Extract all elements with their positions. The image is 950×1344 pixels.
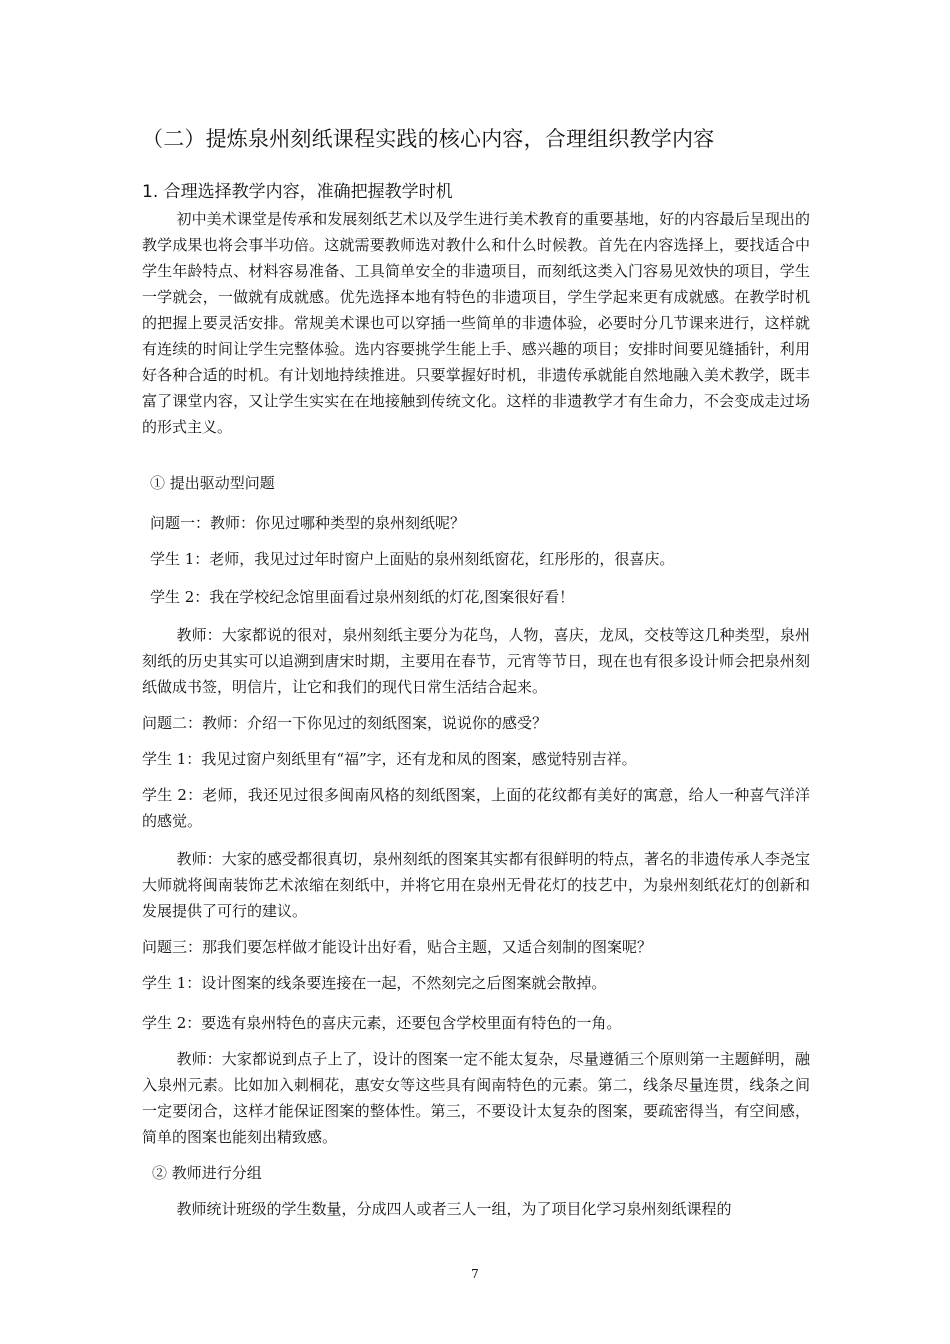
intro-paragraph: 初中美术课堂是传承和发展刻纸艺术以及学生进行美术教育的重要基地，好的内容最后呈现出的教学成果也将会事半功倍。这就需要教师选对教什么和什么时候教。首先在内容选择上，要找适合中学生年龄特点、材料容易准备、工具简单安全的非遗项目，而刻纸这类入门容易见效快的项目，学生一学就会，一做就有成就感。优先选择本地有特色的非遗项目，学生学起来更有成就感。在教学时机的把握上要灵活安排。常规美术课也可以穿插一些简单的非遗体验，必要时分几节课来进行，这样就有连续的时间让学生完整体验。选内容要挑学生能上手、感兴趣的项目；安排时间要见缝插针，利用好各种合适的时机。有计划地持续推进。只要掌握好时机，非遗传承就能自然地融入美术教学，既丰富了课堂内容，又让学生实实在在地接触到传统文化。这样的非遗教学才有生命力，不会变成走过场的形式主义。 [142, 210, 810, 436]
step-2-heading: ② 教师进行分组 [152, 1164, 262, 1182]
question-3-student-1: 学生 1：设计图案的线条要连接在一起，不然刻完之后图案就会散掉。 [142, 974, 607, 992]
question-1-student-2: 学生 2：我在学校纪念馆里面看过泉州刻纸的灯花,图案很好看！ [150, 588, 575, 606]
page-number: 7 [471, 1267, 479, 1281]
question-2-student-2: 学生 2：老师，我还见过很多闽南风格的刻纸图案，上面的花纹都有美好的寓意，给人一种喜气洋洋的感觉。 [142, 786, 810, 830]
grouping-paragraph: 教师统计班级的学生数量，分成四人或者三人一组，为了项目化学习泉州刻纸课程的 [176, 1200, 732, 1218]
question-1: 问题一：教师：你见过哪种类型的泉州刻纸呢？ [150, 514, 466, 532]
question-3-teacher-reply: 教师：大家都说到点子上了，设计的图案一定不能太复杂，尽量遵循三个原则第一主题鲜明，融入泉州元素。比如加入刺桐花，惠安女等这些具有闽南特色的元素。第二，线条尽量连贯，线条之间一定要闭合，这样才能保证图案的整体性。第三，不要设计太复杂的图案，要疏密得当，有空间感，简单的图案也能刻出精致感。 [142, 1050, 810, 1146]
question-3-student-2: 学生 2：要选有泉州特色的喜庆元素，还要包含学校里面有特色的一角。 [142, 1014, 622, 1032]
question-3: 问题三：那我们要怎样做才能设计出好看，贴合主题，又适合刻制的图案呢？ [142, 938, 653, 956]
subsection-title: 1. 合理选择教学内容，准确把握教学时机 [142, 182, 453, 202]
question-2: 问题二：教师：介绍一下你见过的刻纸图案，说说你的感受？ [142, 714, 548, 732]
question-1-teacher-reply: 教师：大家都说的很对，泉州刻纸主要分为花鸟，人物，喜庆，龙凤，交枝等这几种类型，泉州刻纸的历史其实可以追溯到唐宋时期，主要用在春节，元宵等节日，现在也有很多设计师会把泉州刻纸做成书签，明信片，让它和我们的现代日常生活结合起来。 [142, 626, 810, 696]
question-2-teacher-reply: 教师：大家的感受都很真切，泉州刻纸的图案其实都有很鲜明的特点，著名的非遗传承人李尧宝大师就将闽南装饰艺术浓缩在刻纸中，并将它用在泉州无骨花灯的技艺中，为泉州刻纸花灯的创新和发展提供了可行的建议。 [142, 850, 810, 920]
step-1-heading: ① 提出驱动型问题 [150, 474, 275, 492]
section-title: （二）提炼泉州刻纸课程实践的核心内容，合理组织教学内容 [142, 127, 715, 151]
question-2-student-1: 学生 1：我见过窗户刻纸里有“福”字，还有龙和凤的图案，感觉特别吉祥。 [142, 750, 637, 768]
question-1-student-1: 学生 1：老师，我见过过年时窗户上面贴的泉州刻纸窗花，红彤彤的，很喜庆。 [150, 550, 675, 568]
